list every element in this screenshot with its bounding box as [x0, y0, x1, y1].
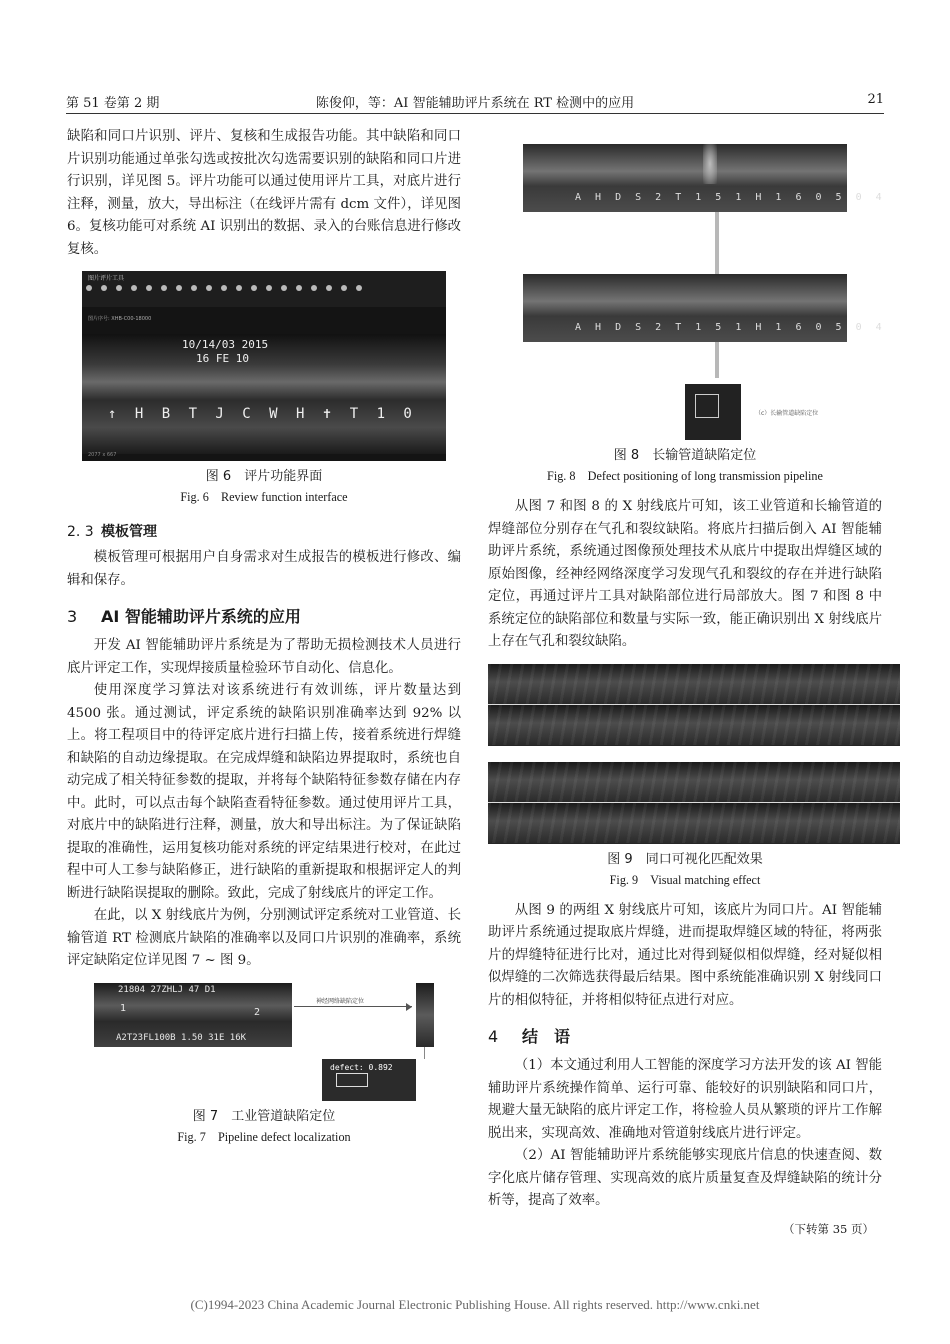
film-pair-2: [488, 762, 900, 844]
running-header: [66, 90, 884, 114]
weld-band: [488, 664, 900, 704]
connector-line: [424, 1047, 425, 1059]
connector-line: [715, 342, 719, 378]
tool-icon: [296, 285, 302, 291]
paragraph-fig8: 从图 7 和图 8 的 X 射线底片可知，该工业管道和长输管道的焊缝部位分别存在气孔和裂纹缺陷。将底片扫描后倒入 AI 智能辅助评片系统，系统通过图像预处理技术从底片中提取出焊缝区域的原始图像，经神经网络深度学习发现气孔和裂纹的存在并进行缺陷定位，再通过评片工具对缺陷部位进行局部放大。图 7 和图 8 中系统定位的缺陷部位和数量与实际一致，能正确识别出 X 射线底片上存在气孔和裂纹缺陷。: [488, 499, 882, 649]
tool-icon: [116, 285, 122, 291]
image-size: 2077 x 667: [88, 452, 117, 458]
defect-box: [695, 394, 719, 418]
section-title: 模板管理: [101, 524, 157, 540]
figure-9-image: [488, 664, 900, 844]
figure-6-caption-cn: 图 6 评片功能界面: [205, 469, 323, 484]
figure-9-caption-en: Fig. 9 Visual matching effect: [609, 872, 761, 887]
app-title: 图片评片工具: [88, 275, 125, 282]
connector-line: [715, 212, 719, 274]
image-info: 图片序号: XHB-C00-18000: [88, 316, 152, 322]
tool-icon: [176, 285, 182, 291]
weld-band: [488, 803, 900, 843]
copyright-footer: (C)1994-2023 China Academic Journal Electronic Publishing House. All rights reserved. http://www.cnki.net: [190, 1297, 760, 1312]
left-column: [67, 126, 461, 1147]
defect-crop: [685, 384, 741, 440]
paragraph-3-3: 在此，以 X 射线底片为例，分别测试评定系统对工业管道、长输管道 RT 检测底片缺陷的准确率以及同口片识别的准确率，系统评定缺陷定位详见图 7 ~ 图 9。: [67, 908, 461, 968]
film-text: A H D S 2 T 1 5 1 H 1 6 0 5 0 4: [575, 322, 886, 333]
figure-8-image: [523, 144, 886, 440]
section-3-heading: [67, 604, 461, 627]
paragraph-3-2: 使用深度学习算法对该系统进行有效训练，评片数量达到 4500 张。通过测试，评定系统的缺陷识别准确率达到 92% 以上。将工程项目中的待评定底片进行扫描上传，接着系统进行焊缝和缺陷的自动边缘提取。在完成焊缝和缺陷边界提取时，系统也自动完成了相关特征参数的提取，并将每个缺陷特征参数存储在内存中。此时，可以点击每个缺陷查看特征参数。通过使用评片工具，对底片中的缺陷进行注释，测量，放大和导出标注。为了保证缺陷提取的准确性，运用复核功能对系统的评定结果进行校对，在此过程中可人工参与缺陷修正，进行缺陷的重新提取和根据评定人的判断进行缺陷误提取的删除。致此，完成了射线底片的评定工作。: [67, 683, 461, 901]
tool-icon: [221, 285, 227, 291]
tool-icon: [131, 285, 137, 291]
figure-6-caption-en: Fig. 6 Review function interface: [180, 490, 348, 504]
figure-7-image: [94, 983, 434, 1101]
figure-7-caption-en: Fig. 7 Pipeline defect localization: [177, 1129, 351, 1144]
tool-icon: [161, 285, 167, 291]
review-toolbar: [82, 271, 446, 307]
tool-icon: [101, 285, 107, 291]
figure-8-caption-en: Fig. 8 Defect positioning of long transmission pipeline: [547, 469, 823, 483]
film-bottom-text: A2T23FL100B 1.50 31E 16K: [116, 1032, 247, 1043]
tool-icon: [281, 285, 287, 291]
tool-icon: [311, 285, 317, 291]
long-pipeline-film: [523, 144, 886, 212]
paragraph-4-1: （1）本文通过利用人工智能的深度学习方法开发的该 AI 智能辅助评片系统操作简单、运行可靠、能较好的识别缺陷和同口片，规避大量无缺陷的底片评定工作，将检验人员从繁琐的评片工作解脱出来，实现高效、准确地对管道射线底片进行评定。: [488, 1058, 882, 1141]
section-number: 2. 3: [67, 524, 94, 540]
film-top-text: 21804 27ZHLJ 47 D1: [118, 984, 216, 995]
arrow-line: [294, 1006, 412, 1007]
weld-band: [488, 705, 900, 745]
paragraph-fig9: 从图 9 的两组 X 射线底片可知，该底片为同口片。AI 智能辅助评片系统通过提取底片焊缝，进而提取焊缝区域的特征，将两张片的焊缝特征进行比对，通过比对得到疑似相似焊缝，经对疑似相似焊缝的二次筛选获得最后结果。图中系统能准确识别 X 射线同口片的相似特征，并将相似特征点进行对应。: [488, 902, 882, 1008]
arrow-right-icon: [406, 1003, 412, 1011]
section-number: 4: [488, 1027, 499, 1046]
figure-6-image: [82, 271, 446, 461]
film-marker-2: 2: [254, 1006, 261, 1018]
film-date: 10/14/03 2015: [182, 338, 269, 351]
tool-icon: [86, 285, 92, 291]
section-4-heading: [488, 1024, 882, 1047]
figure-7-caption-cn: 图 7 工业管道缺陷定位: [192, 1108, 336, 1124]
arrow-label: 神经网络缺陷定位: [316, 997, 365, 1005]
weld-band: [488, 762, 900, 802]
weld-highlight: [703, 144, 717, 184]
section-2-3-heading: [67, 521, 461, 541]
tool-icon: [326, 285, 332, 291]
radiograph-film: [82, 334, 446, 454]
figure-8-caption-cn: 图 8 长输管道缺陷定位: [613, 448, 757, 463]
tool-icon: [251, 285, 257, 291]
tool-icon: [146, 285, 152, 291]
paragraph-intro: 缺陷和同口片识别、评片、复核和生成报告功能。其中缺陷和同口片识别功能通过单张勾选或按批次勾选需要识别的缺陷和同口片进行识别，详见图 5。评片功能可以通过使用评片工具，对底片进行注释，测量，放大，导出标注（在线评片需有 dcm 文件），详见图 6。复核功能可对系统 AI 识别出的数据、录入的台账信息进行修改复核。: [67, 129, 461, 257]
film-marker-1: 1: [120, 1002, 127, 1014]
tool-icon: [356, 285, 362, 291]
paragraph-3-1: 开发 AI 智能辅助评片系统是为了帮助无损检测技术人员进行底片评定工作，实现焊接质量检验环节自动化、信息化。: [67, 638, 461, 676]
continued-note: （下转第 35 页）: [783, 1221, 874, 1236]
long-pipeline-film-located: [523, 274, 886, 342]
film-pair-1: [488, 664, 900, 746]
tool-icon: [236, 285, 242, 291]
section-title: 结 语: [522, 1027, 571, 1046]
film-text: A H D S 2 T 1 5 1 H 1 6 0 5 0 4: [575, 192, 886, 203]
paragraph-template: 模板管理可根据用户自身需求对生成报告的模板进行修改、编辑和保存。: [67, 550, 461, 588]
paragraph-4-2: （2）AI 智能辅助评片系统能够实现底片信息的快速查阅、数字化底片储存管理、实现高效的底片质量复查及焊缝缺陷的统计分析等，提高了效率。: [488, 1148, 882, 1208]
toolbar-icons: [86, 285, 362, 291]
tool-icon: [206, 285, 212, 291]
defect-crop: [322, 1059, 416, 1101]
sub-figure-label: （c）长输管道缺陷定位: [755, 410, 819, 417]
defect-score: defect: 0.892: [330, 1062, 393, 1072]
defect-box: [336, 1073, 368, 1087]
section-number: 3: [67, 607, 78, 626]
tool-icon: [191, 285, 197, 291]
page-number: 21: [867, 92, 884, 107]
article-running-title: 陈俊仰，等：AI 智能辅助评片系统在 RT 检测中的应用: [315, 96, 635, 111]
journal-volume: 第 51 卷第 2 期: [66, 96, 160, 111]
tool-icon: [266, 285, 272, 291]
pipeline-film-located: [416, 983, 434, 1047]
tool-icon: [341, 285, 347, 291]
film-code: 16 FE 10: [196, 352, 249, 365]
figure-9-caption-cn: 图 9 同口可视化匹配效果: [607, 851, 763, 867]
section-title: AI 智能辅助评片系统的应用: [101, 607, 301, 626]
film-markers: ↑ H B T J C W H ✝ T 1 0: [108, 406, 417, 422]
pipeline-film: [94, 983, 292, 1047]
right-column: [488, 126, 886, 1237]
